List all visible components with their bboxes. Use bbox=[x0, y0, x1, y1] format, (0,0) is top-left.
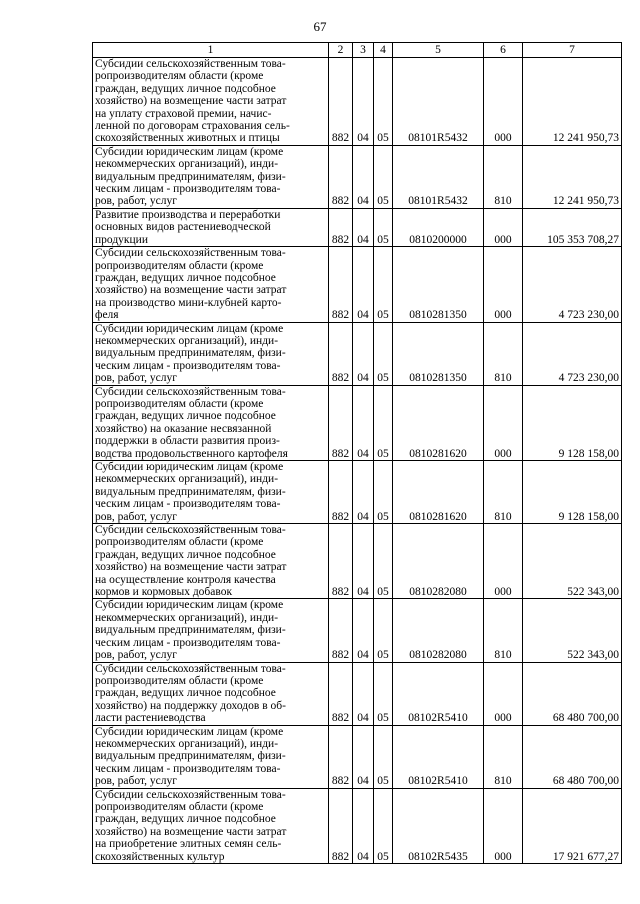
expense-type-code-cell: 000 bbox=[484, 662, 523, 725]
expense-name-line: ласти растениеводства bbox=[95, 712, 206, 725]
expense-name-cell bbox=[93, 788, 329, 863]
expense-name-line: некоммерческих организаций), инди- bbox=[95, 334, 279, 347]
section-code-cell: 04 bbox=[353, 461, 374, 524]
expense-name-line: граждан, ведущих личное подсобное bbox=[95, 271, 276, 284]
table-row bbox=[93, 385, 622, 460]
ministry-code-cell: 882 bbox=[329, 599, 353, 662]
ministry-code-cell: 882 bbox=[329, 322, 353, 385]
expense-name-line: ропроизводителям области (кроме bbox=[95, 800, 264, 813]
amount-cell: 4 723 230,00 bbox=[523, 247, 622, 322]
expense-name-cell bbox=[93, 145, 329, 208]
ministry-code-cell: 882 bbox=[329, 662, 353, 725]
expense-name-line: Субсидии сельскохозяйственным това- bbox=[95, 662, 286, 675]
expense-type-code-cell: 810 bbox=[484, 461, 523, 524]
expense-name-line: поддержки в области развития произ- bbox=[95, 435, 280, 448]
section-code-cell: 04 bbox=[353, 385, 374, 460]
expense-name-line: ров, работ, услуг bbox=[95, 195, 177, 208]
expense-name-line: ров, работ, услуг bbox=[95, 372, 177, 385]
subsection-code-cell: 05 bbox=[374, 461, 393, 524]
expense-name-line: хозяйство) на возмещение части затрат bbox=[95, 825, 287, 838]
expense-name-line: Субсидии сельскохозяйственным това- bbox=[95, 385, 286, 398]
target-item-code-cell: 08102R5435 bbox=[393, 788, 484, 863]
expense-name-line: ров, работ, услуг bbox=[95, 775, 177, 788]
expense-name-line: Развитие производства и переработки bbox=[95, 208, 281, 221]
expense-name-cell bbox=[93, 247, 329, 322]
table-row bbox=[93, 208, 622, 246]
expense-name-line: скохозяйственных животных и птицы bbox=[95, 132, 280, 145]
expense-name-line: феля bbox=[95, 309, 119, 322]
table-row bbox=[93, 788, 622, 863]
expense-name-cell bbox=[93, 599, 329, 662]
target-item-code-cell: 0810282080 bbox=[393, 524, 484, 599]
expense-type-code-cell: 000 bbox=[484, 385, 523, 460]
table-row bbox=[93, 524, 622, 599]
expense-type-code-cell: 000 bbox=[484, 58, 523, 146]
expense-name-line: на приобретение элитных семян сель- bbox=[95, 838, 282, 851]
expense-name-line: ров, работ, услуг bbox=[95, 510, 177, 523]
expense-name-line: хозяйство) на возмещение части затрат bbox=[95, 561, 287, 574]
expense-type-code-cell: 000 bbox=[484, 524, 523, 599]
expense-name-line: на осуществление контроля качества bbox=[95, 573, 276, 586]
section-code-cell: 04 bbox=[353, 599, 374, 662]
ministry-code-cell: 882 bbox=[329, 385, 353, 460]
table-row bbox=[93, 58, 622, 146]
amount-cell: 68 480 700,00 bbox=[523, 662, 622, 725]
expense-name-cell bbox=[93, 385, 329, 460]
subsection-code-cell: 05 bbox=[374, 247, 393, 322]
expense-name-line: видуальным предпринимателям, физи- bbox=[95, 170, 286, 183]
subsection-code-cell: 05 bbox=[374, 524, 393, 599]
expense-name-line: некоммерческих организаций), инди- bbox=[95, 611, 279, 624]
expense-name-cell bbox=[93, 725, 329, 788]
target-item-code-cell: 0810281350 bbox=[393, 322, 484, 385]
col-header-3: 3 bbox=[353, 43, 374, 58]
expense-name-line: Субсидии сельскохозяйственным това- bbox=[95, 524, 286, 537]
amount-cell: 12 241 950,73 bbox=[523, 145, 622, 208]
amount-cell: 105 353 708,27 bbox=[523, 208, 622, 246]
expense-name-line: ропроизводителям области (кроме bbox=[95, 536, 264, 549]
table-row bbox=[93, 725, 622, 788]
expense-name-line: Субсидии юридическим лицам (кроме bbox=[95, 145, 284, 158]
subsection-code-cell: 05 bbox=[374, 385, 393, 460]
expense-name-line: ропроизводителям области (кроме bbox=[95, 259, 264, 272]
expense-name-line: видуальным предпринимателям, физи- bbox=[95, 485, 286, 498]
ministry-code-cell: 882 bbox=[329, 725, 353, 788]
expense-name-line: хозяйство) на поддержку доходов в об- bbox=[95, 699, 286, 712]
amount-cell: 12 241 950,73 bbox=[523, 58, 622, 146]
expense-name-line: Субсидии юридическим лицам (кроме bbox=[95, 599, 284, 612]
table-body bbox=[93, 58, 622, 864]
expense-name-line: основных видов растениеводческой bbox=[95, 221, 271, 234]
amount-cell: 68 480 700,00 bbox=[523, 725, 622, 788]
expense-type-code-cell: 810 bbox=[484, 322, 523, 385]
page-number: 67 bbox=[313, 19, 327, 34]
subsection-code-cell: 05 bbox=[374, 788, 393, 863]
expense-name-cell bbox=[93, 662, 329, 725]
table-row bbox=[93, 145, 622, 208]
header-row bbox=[93, 43, 622, 58]
table-row bbox=[93, 662, 622, 725]
subsection-code-cell: 05 bbox=[374, 145, 393, 208]
subsection-code-cell: 05 bbox=[374, 208, 393, 246]
target-item-code-cell: 08102R5410 bbox=[393, 662, 484, 725]
section-code-cell: 04 bbox=[353, 524, 374, 599]
expense-name-line: ропроизводителям области (кроме bbox=[95, 397, 264, 410]
expense-name-line: Субсидии сельскохозяйственным това- bbox=[95, 58, 286, 70]
table-row bbox=[93, 247, 622, 322]
ministry-code-cell: 882 bbox=[329, 524, 353, 599]
expense-name-line: ческим лицам - производителям това- bbox=[95, 183, 281, 196]
expense-name-line: ческим лицам - производителям това- bbox=[95, 762, 281, 775]
expense-name-line: Субсидии юридическим лицам (кроме bbox=[95, 461, 284, 473]
expense-name-line: хозяйство) на оказание несвязанной bbox=[95, 422, 272, 435]
expense-name-line: некоммерческих организаций), инди- bbox=[95, 737, 279, 750]
expense-name-line: ческим лицам - производителям това- bbox=[95, 498, 281, 511]
expense-name-line: ческим лицам - производителям това- bbox=[95, 636, 281, 649]
section-code-cell: 04 bbox=[353, 208, 374, 246]
section-code-cell: 04 bbox=[353, 725, 374, 788]
col-header-6: 6 bbox=[484, 43, 523, 58]
expense-type-code-cell: 000 bbox=[484, 247, 523, 322]
expense-name-line: на уплату страховой премии, начис- bbox=[95, 107, 272, 120]
expense-name-line: граждан, ведущих личное подсобное bbox=[95, 410, 276, 423]
expense-name-line: продукции bbox=[95, 233, 148, 246]
expense-type-code-cell: 810 bbox=[484, 725, 523, 788]
section-code-cell: 04 bbox=[353, 662, 374, 725]
table-row bbox=[93, 322, 622, 385]
col-header-5: 5 bbox=[393, 43, 484, 58]
expense-type-code-cell: 810 bbox=[484, 145, 523, 208]
col-header-2: 2 bbox=[329, 43, 353, 58]
expense-name-line: видуальным предпринимателям, физи- bbox=[95, 750, 286, 763]
expense-name-line: Субсидии сельскохозяйственным това- bbox=[95, 247, 286, 260]
expense-type-code-cell: 000 bbox=[484, 788, 523, 863]
expense-name-line: видуальным предпринимателям, физи- bbox=[95, 347, 286, 360]
expense-name-line: ров, работ, услуг bbox=[95, 649, 177, 662]
target-item-code-cell: 08101R5432 bbox=[393, 58, 484, 146]
expense-name-line: ленной по договорам страхования сель- bbox=[95, 120, 290, 133]
target-item-code-cell: 08102R5410 bbox=[393, 725, 484, 788]
expense-name-line: хозяйство) на возмещение части затрат bbox=[95, 95, 287, 108]
expense-name-cell bbox=[93, 524, 329, 599]
subsection-code-cell: 05 bbox=[374, 599, 393, 662]
subsection-code-cell: 05 bbox=[374, 662, 393, 725]
col-header-4: 4 bbox=[374, 43, 393, 58]
amount-cell: 9 128 158,00 bbox=[523, 385, 622, 460]
expense-name-line: граждан, ведущих личное подсобное bbox=[95, 813, 276, 826]
expense-name-line: граждан, ведущих личное подсобное bbox=[95, 82, 276, 95]
target-item-code-cell: 0810281350 bbox=[393, 247, 484, 322]
subsection-code-cell: 05 bbox=[374, 58, 393, 146]
amount-cell: 522 343,00 bbox=[523, 524, 622, 599]
expense-name-line: скохозяйственных культур bbox=[95, 850, 225, 863]
expense-name-line: некоммерческих организаций), инди- bbox=[95, 473, 279, 486]
budget-table bbox=[92, 42, 622, 864]
section-code-cell: 04 bbox=[353, 788, 374, 863]
expense-name-line: кормов и кормовых добавок bbox=[95, 586, 233, 599]
amount-cell: 17 921 677,27 bbox=[523, 788, 622, 863]
ministry-code-cell: 882 bbox=[329, 145, 353, 208]
expense-name-line: ческим лицам - производителям това- bbox=[95, 359, 281, 372]
expense-name-line: Субсидии юридическим лицам (кроме bbox=[95, 322, 284, 335]
amount-cell: 4 723 230,00 bbox=[523, 322, 622, 385]
amount-cell: 9 128 158,00 bbox=[523, 461, 622, 524]
target-item-code-cell: 0810281620 bbox=[393, 385, 484, 460]
target-item-code-cell: 0810282080 bbox=[393, 599, 484, 662]
expense-name-line: видуальным предпринимателям, физи- bbox=[95, 624, 286, 637]
expense-name-line: Субсидии сельскохозяйственным това- bbox=[95, 788, 286, 801]
expense-name-cell bbox=[93, 461, 329, 524]
col-header-7: 7 bbox=[523, 43, 622, 58]
col-header-1: 1 bbox=[93, 43, 329, 58]
expense-name-line: на производство мини-клубней карто- bbox=[95, 296, 282, 309]
expense-name-line: граждан, ведущих личное подсобное bbox=[95, 548, 276, 561]
subsection-code-cell: 05 bbox=[374, 322, 393, 385]
table-row bbox=[93, 599, 622, 662]
expense-name-line: Субсидии юридическим лицам (кроме bbox=[95, 725, 284, 738]
expense-name-cell bbox=[93, 322, 329, 385]
expense-name-cell bbox=[93, 58, 329, 146]
target-item-code-cell: 0810281620 bbox=[393, 461, 484, 524]
expense-name-line: хозяйство) на возмещение части затрат bbox=[95, 284, 287, 297]
expense-name-line: ропроизводителям области (кроме bbox=[95, 674, 264, 687]
expense-name-line: водства продовольственного картофеля bbox=[95, 447, 288, 460]
ministry-code-cell: 882 bbox=[329, 461, 353, 524]
section-code-cell: 04 bbox=[353, 322, 374, 385]
section-code-cell: 04 bbox=[353, 247, 374, 322]
ministry-code-cell: 882 bbox=[329, 208, 353, 246]
target-item-code-cell: 0810200000 bbox=[393, 208, 484, 246]
expense-name-cell bbox=[93, 208, 329, 246]
expense-name-line: ропроизводителям области (кроме bbox=[95, 70, 264, 83]
target-item-code-cell: 08101R5432 bbox=[393, 145, 484, 208]
ministry-code-cell: 882 bbox=[329, 788, 353, 863]
ministry-code-cell: 882 bbox=[329, 58, 353, 146]
section-code-cell: 04 bbox=[353, 58, 374, 146]
section-code-cell: 04 bbox=[353, 145, 374, 208]
expense-type-code-cell: 000 bbox=[484, 208, 523, 246]
expense-name-line: граждан, ведущих личное подсобное bbox=[95, 687, 276, 700]
subsection-code-cell: 05 bbox=[374, 725, 393, 788]
expense-type-code-cell: 810 bbox=[484, 599, 523, 662]
ministry-code-cell: 882 bbox=[329, 247, 353, 322]
table-row bbox=[93, 461, 622, 524]
expense-name-line: некоммерческих организаций), инди- bbox=[95, 158, 279, 171]
amount-cell: 522 343,00 bbox=[523, 599, 622, 662]
